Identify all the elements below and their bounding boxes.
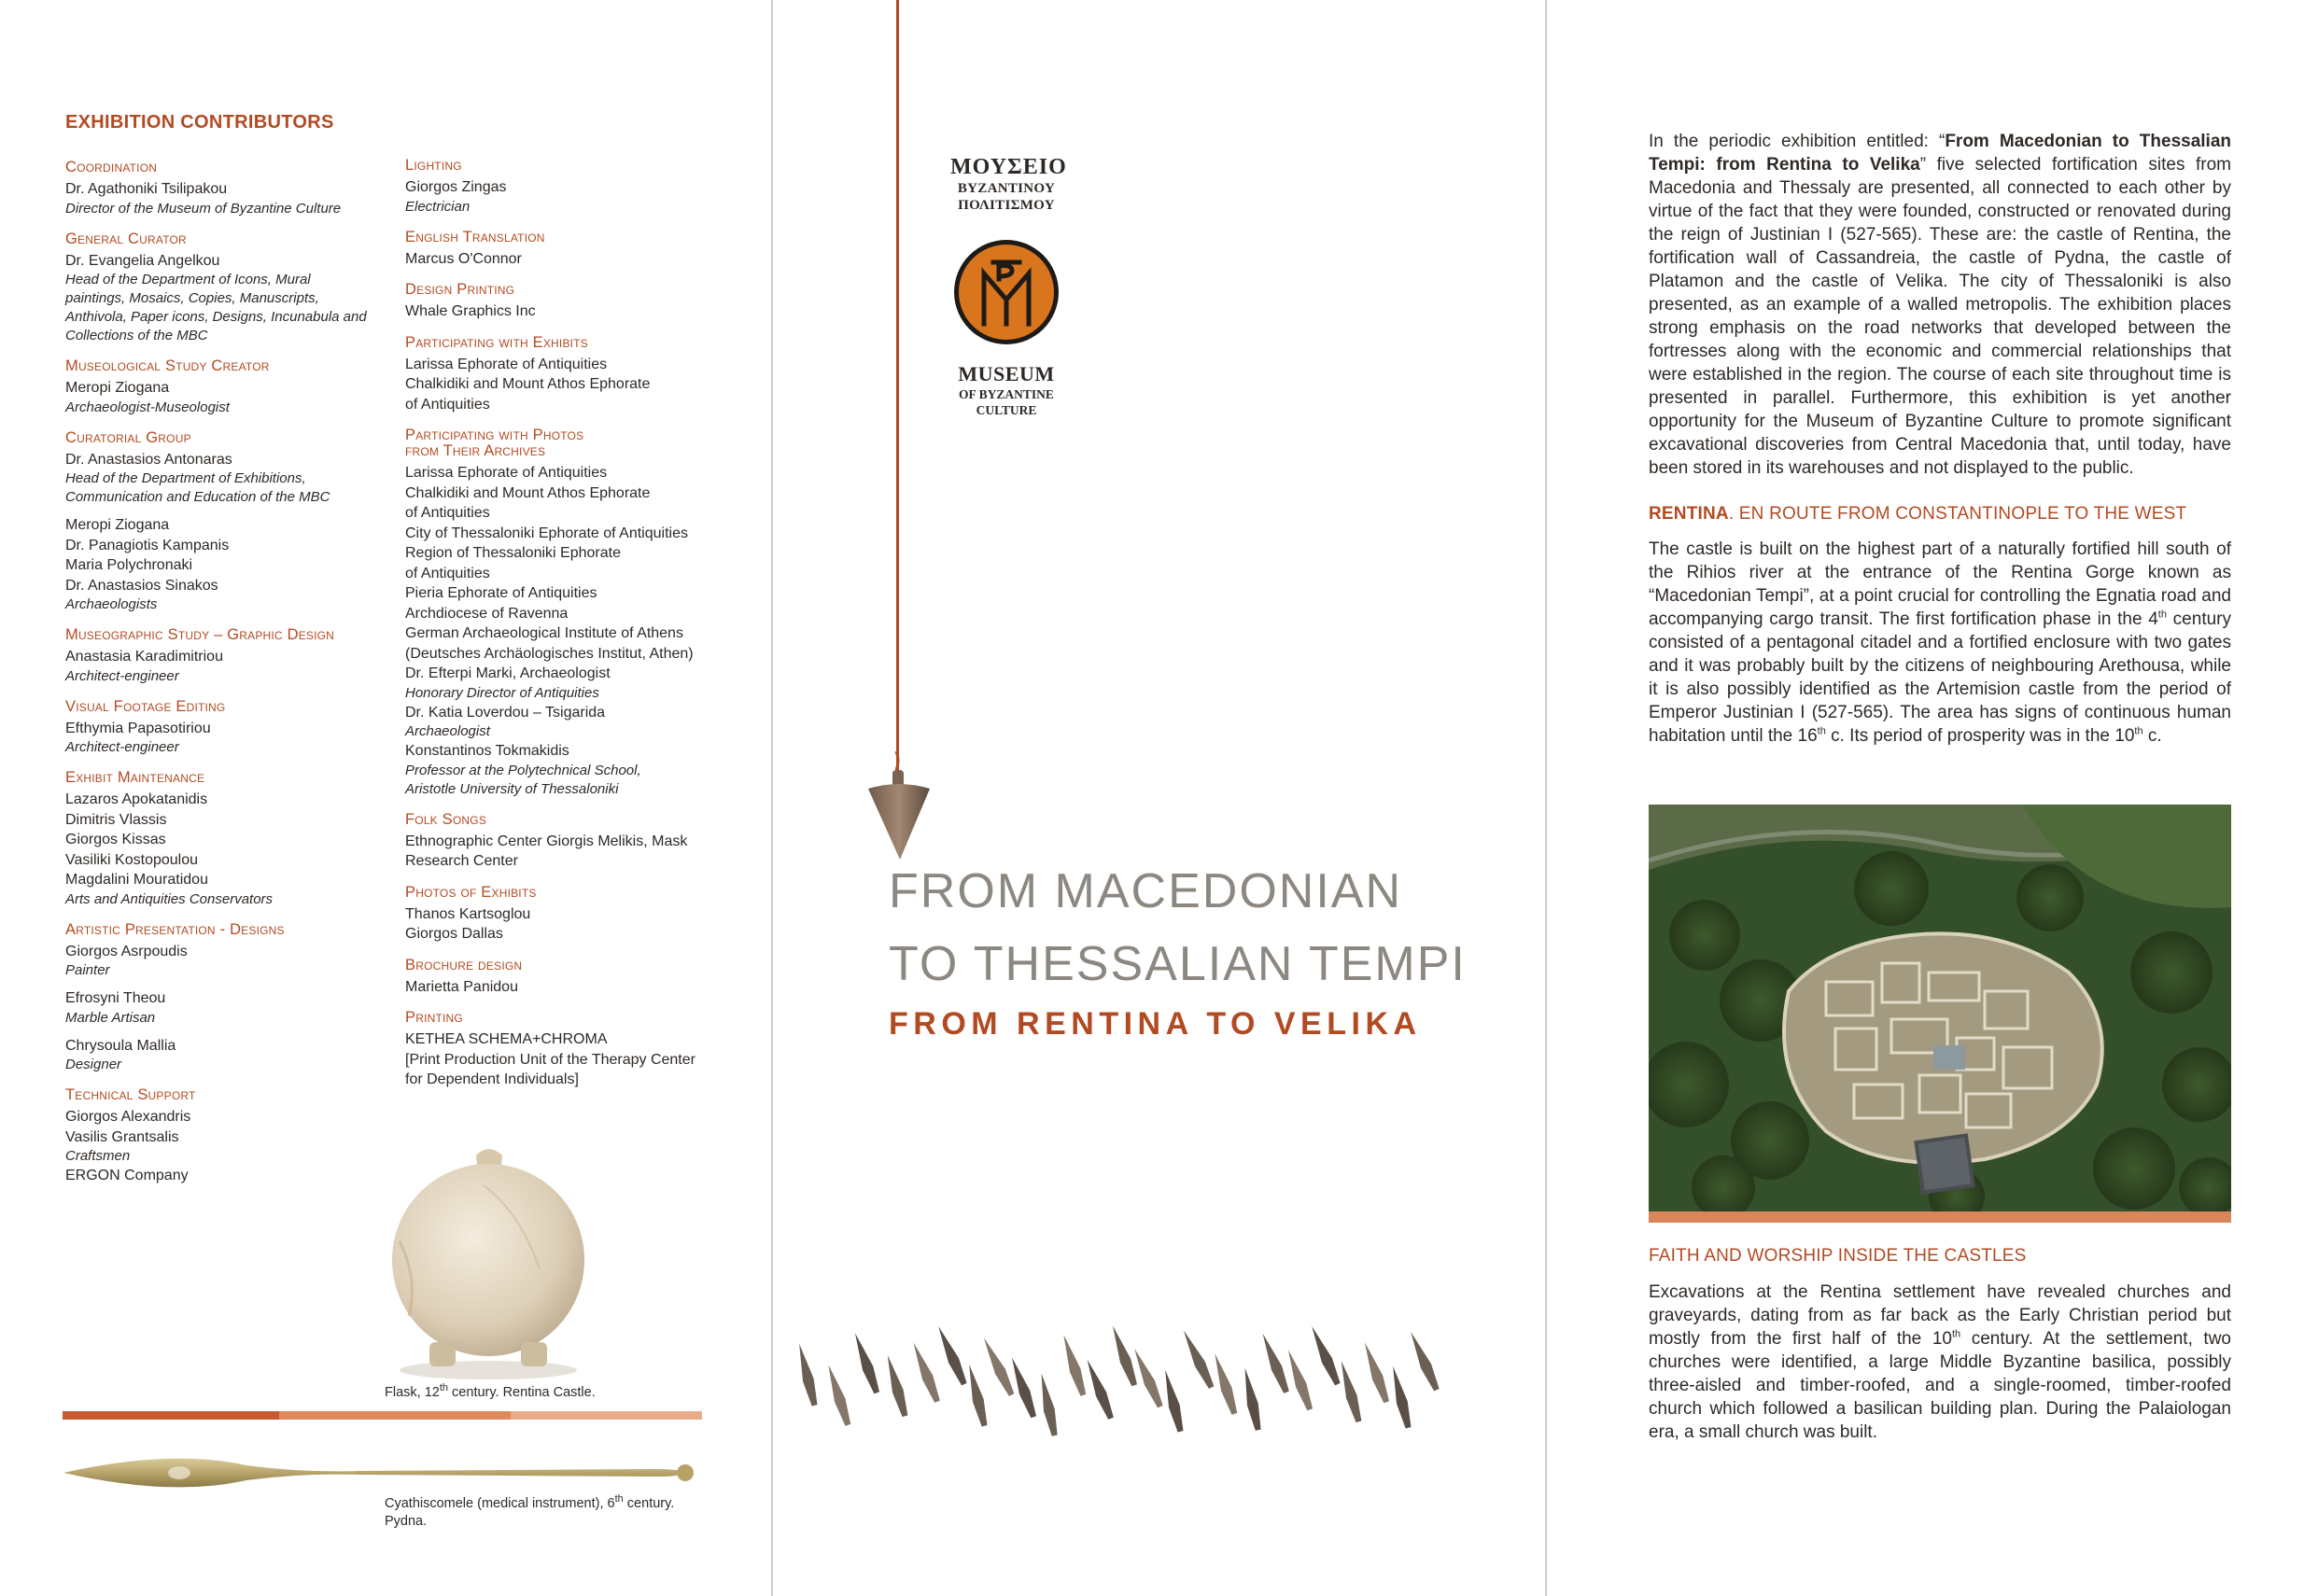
contributor-name: [Print Production Unit of the Therapy Center [405, 1051, 695, 1068]
spacer [65, 1028, 401, 1036]
museum-logo-english: MUSEUM OF BYZANTINE CULTURE [958, 362, 1055, 417]
contributor-section-title: Technical Support [65, 1086, 196, 1103]
rentina-heading: RENTINA. EN ROUTE FROM CONSTANTINOPLE TO THE WEST [1649, 504, 2187, 524]
contributor-section-title: Exhibit Maintenance [65, 769, 205, 786]
arrowhead-icon [823, 1363, 853, 1426]
text-panel [1547, 0, 2318, 1596]
contributor-section-title: Participating with Photos [405, 427, 584, 443]
arrowhead-icon [794, 1342, 820, 1407]
contributors-column-a [65, 159, 401, 1198]
contributor-name: Giorgos Zingas [405, 179, 507, 195]
arrowhead-icon [934, 1325, 970, 1387]
arrowhead-icon [882, 1353, 910, 1418]
contributor-name: Lazaros Apokatanidis [65, 791, 208, 807]
contributor-name: Efthymia Papasotiriou [65, 720, 211, 736]
contributor-name: Chalkidiki and Mount Athos Ephorate [405, 376, 651, 392]
contributor-section [65, 231, 401, 346]
contributor-role: Communication and Education of the MBC [65, 489, 330, 505]
contributor-section-title: Visual Footage Editing [65, 697, 226, 715]
contributor-name: Dr. Agathoniki Tsilipakou [65, 181, 228, 197]
arrowhead-icon [1178, 1328, 1216, 1390]
contributor-role: Electrician [405, 198, 471, 215]
contributor-name: City of Thessaloniki Ephorate of Antiquities [405, 525, 688, 541]
arrowhead-icon [1210, 1351, 1240, 1415]
contributor-name: Ethnographic Center Giorgis Melikis, Mask [405, 833, 688, 849]
contributor-name: Dr. Efterpi Marki, Archaeologist [405, 665, 611, 681]
contributor-role: Collections of the MBC [65, 328, 208, 343]
contributor-name: Giorgos Kissas [65, 832, 166, 847]
contributor-name: for Dependent Individuals] [405, 1071, 579, 1087]
cyathiscomele-caption: Cyathiscomele (medical instrument), 6th century. Pydna. [385, 1493, 675, 1529]
contributor-role: Architect-engineer [65, 739, 179, 755]
contributor-role: Arts and Antiquities Conservators [65, 890, 274, 907]
cover-title-line-1: FROM MACEDONIAN [889, 864, 1402, 918]
arrowhead-icon [908, 1340, 943, 1404]
contributor-name: Dr. Anastasios Antonaras [65, 451, 232, 468]
intro-paragraph: In the periodic exhibition entitled: “From Macedonian to Thessalian Tempi: from Rentina to Velika” five selected fortification sites from Macedonia and Thessaly are presented, all connected to each other by virtue of the fact that they were founded, constructed or renovated during the reign of Justinian I (527-565). These are: the castle of Rentina, the fortification wall of Cassandreia, the castle of Pydna, the castle of Platamon and the castle of Velika. The city of Thessaloniki is also presented, as an example of a walled metropolis. The exhibition places strong emphasis on the road networks that developed between the fortresses along with the economic and commercial relationships that were established in the region. The course of each site throughout time is presented in parallel. Furthermore, this exhibition is yet another opportunity for the Museum of Byzantine Culture to promote significant excavational discoveries from Central Macedonia that, until today, have been stored in its warehouses and not displayed to the public. [1649, 132, 2231, 478]
contributor-section [405, 884, 752, 945]
cover-panel [773, 0, 1544, 1596]
contributor-section [65, 1086, 401, 1186]
contributor-section-title: from Their Archives [405, 442, 546, 459]
cover-title-line-2: TO THESSALIAN TEMPI [889, 937, 1467, 991]
contributor-section [65, 921, 401, 1075]
spacer [65, 507, 401, 515]
rentina-aerial-photo [1649, 805, 2231, 1211]
arrowhead-icon [1336, 1359, 1364, 1423]
contributor-section [65, 429, 401, 615]
contributor-section [65, 698, 401, 758]
contributor-name: Giorgos Dallas [405, 926, 503, 942]
contributor-role: Professor at the Polytechnical School, [405, 762, 641, 778]
contributor-name: Dr. Katia Loverdou – Tsigarida [405, 704, 606, 721]
flask-caption: Flask, 12th century. Rentina Castle. [385, 1382, 596, 1400]
contributor-role: Honorary Director of Antiquities [405, 684, 599, 701]
arrowhead-icon [978, 1336, 1017, 1397]
contributor-role: Designer [65, 1057, 122, 1072]
arrowhead-icon [1307, 1325, 1343, 1387]
arrowhead-icon [963, 1363, 990, 1427]
contributor-name: Larissa Ephorate of Antiquities [405, 465, 608, 481]
contributor-section-title: Design Printing [405, 281, 515, 298]
contributor-name: Research Center [405, 853, 518, 869]
contributor-section [405, 957, 752, 998]
contributor-section-title: Brochure design [405, 956, 523, 973]
contributor-section-title: English Translation [405, 228, 545, 245]
contributor-name: Pieria Ephorate of Antiquities [405, 585, 597, 601]
contributor-name: Efrosyni Theou [65, 990, 166, 1006]
arrowhead-icon [1283, 1348, 1315, 1411]
contributor-name: KETHEA SCHEMA+CHROMA [405, 1031, 608, 1047]
contributor-section [65, 626, 401, 686]
contributor-section [405, 229, 752, 270]
contributor-section-title: Coordination [65, 159, 158, 175]
contributor-name: of Antiquities [405, 505, 490, 521]
contributor-role: Archaeologist-Museologist [65, 399, 230, 415]
arrowhead-icon [1257, 1331, 1292, 1394]
spacer [65, 980, 401, 988]
contributor-section-title: Lighting [405, 157, 462, 174]
arrowhead-icon [850, 1331, 882, 1394]
contributor-name: Konstantinos Tokmakidis [405, 743, 569, 759]
arrowhead-icon [1240, 1366, 1264, 1431]
contributor-section-title: Folk Songs [405, 810, 487, 828]
contributor-name: Thanos Kartsoglou [405, 905, 531, 922]
contributor-section [405, 1009, 752, 1090]
decor-bar-3 [511, 1411, 702, 1420]
contributor-section-title: General Curator [65, 230, 187, 247]
contributor-section-title: Museographic Study – Graphic Design [65, 626, 335, 643]
contributor-name: Dr. Panagiotis Kampanis [65, 537, 230, 553]
contributor-role: Anthivola, Paper icons, Designs, Incunabula and [65, 309, 367, 325]
cyathiscomele-image [60, 1445, 704, 1501]
contributor-name: Anastasia Karadimitriou [65, 649, 223, 665]
contributor-name: Marcus O'Connor [405, 250, 522, 267]
contributor-name: (Deutsches Archäologisches Institut, Athen) [405, 645, 694, 662]
contributor-role: Director of the Museum of Byzantine Culture [65, 200, 342, 217]
contributor-role: Architect-engineer [65, 667, 179, 684]
flask-image [372, 1129, 605, 1383]
contributor-name: Vasiliki Kostopoulou [65, 851, 199, 868]
contributor-section-title: Printing [405, 1009, 463, 1026]
contributor-name: Vasilis Grantsalis [65, 1128, 179, 1145]
arrowhead-icon [1406, 1330, 1442, 1393]
contributor-name: Whale Graphics Inc [405, 303, 536, 319]
arrowhead-icon [1107, 1325, 1140, 1387]
contributor-section [405, 281, 752, 322]
contributors-column-b [405, 157, 752, 1102]
contributor-name: ERGON Company [65, 1168, 189, 1183]
contributor-name: Dr. Evangelia Angelkou [65, 252, 220, 269]
rentina-paragraph: The castle is built on the highest part of a naturally fortified hill south of the Rihios river at the entrance of the Rentina Gorge known as “Macedonian Tempi”, at a point crucial for controlling the Egnatia road and accompanying cargo transit. The first fortification phase in the 4th century consisted of a pentagonal citadel and a fortified enclosure with two gates and it was probably built by the citizens of neighbouring Arethousa, while it is also possibly identified as the Artemision castle from the period of Emperor Justinian I (527-565). The area has signs of continuous human habitation until the 16th c. Its period of prosperity was in the 10th c. [1649, 539, 2231, 746]
arrowhead-icon [1082, 1357, 1117, 1421]
contributor-role: Craftsmen [65, 1148, 131, 1164]
contributor-section [65, 357, 401, 417]
cover-subtitle: FROM RENTINA TO VELIKA [889, 1006, 1422, 1042]
contributor-role: Painter [65, 962, 110, 978]
contributor-section-title: Artistic Presentation - Designs [65, 920, 285, 938]
contributor-name: Dr. Anastasios Sinakos [65, 577, 218, 594]
photo-accent-bar [1649, 1211, 2231, 1223]
plumb-bob-image [863, 751, 935, 863]
decor-bar-1 [63, 1411, 279, 1420]
contributors-panel [0, 0, 771, 1596]
contributor-role: paintings, Mosaics, Copies, Manuscripts, [65, 290, 319, 306]
contributors-heading: EXHIBITION CONTRIBUTORS [65, 112, 334, 133]
contributor-section [405, 427, 752, 799]
contributor-name: Meropi Ziogana [65, 517, 170, 533]
contributor-role: Head of the Department of Exhibitions, [65, 470, 306, 486]
faith-paragraph: Excavations at the Rentina settlement have revealed churches and graveyards, dating from as far back as the Early Christian period but mostly from the first half of the 10th century. At the settlement, two churches were identified, a large Middle Byzantine basilica, possibly three-aisled and timber-roofed, and a single-roomed, timber-roofed church which followed a basilican building plan. During the Palaiologan era, a small church was built. [1649, 1282, 2231, 1442]
contributor-name: Meropi Ziogana [65, 380, 170, 396]
contributor-section-title: Participating with Exhibits [405, 333, 588, 351]
decor-bar-2 [279, 1411, 511, 1420]
museum-seal-icon [952, 238, 1061, 346]
contributor-name: Giorgos Asrpoudis [65, 943, 188, 959]
contributor-section-title: Photos of Exhibits [405, 883, 537, 901]
arrowhead-icon [1036, 1372, 1061, 1436]
contributor-name: of Antiquities [405, 396, 490, 413]
contributor-name: Marietta Panidou [405, 978, 518, 995]
contributor-name: Maria Polychronaki [65, 557, 193, 573]
museum-logo-greek: ΜΟΥΣΕΙΟ ΒΥΖΑΝΤΙΝΟΥ ΠΟΛΙΤΙΣΜΟΥ [950, 155, 1067, 213]
contributor-role: Aristotle University of Thessaloniki [405, 780, 619, 797]
contributor-name: Giorgos Alexandris [65, 1109, 191, 1125]
contributor-role: Archaeologist [405, 723, 490, 739]
contributor-section [405, 157, 752, 217]
contributor-name: Larissa Ephorate of Antiquities [405, 356, 608, 372]
contributor-name: of Antiquities [405, 565, 490, 581]
contributor-section [65, 769, 401, 909]
contributor-name: Region of Thessaloniki Ephorate [405, 545, 621, 561]
contributor-section-title: Curatorial Group [65, 428, 191, 446]
contributor-name: Archdiocese of Ravenna [405, 605, 569, 622]
arrowhead-icon [1359, 1340, 1392, 1404]
contributor-role: Archaeologists [65, 596, 158, 612]
contributor-name: Dimitris Vlassis [65, 811, 167, 828]
contributor-name: Magdalini Mouratidou [65, 872, 208, 888]
contributor-section [405, 811, 752, 872]
contributor-role: Marble Artisan [65, 1009, 156, 1026]
contributor-role: Head of the Department of Icons, Mural [65, 272, 311, 287]
faith-heading: FAITH AND WORSHIP INSIDE THE CASTLES [1649, 1246, 2027, 1266]
contributor-name: Chrysoula Mallia [65, 1037, 176, 1054]
arrowheads-image [773, 1325, 1544, 1475]
contributor-name: German Archaeological Institute of Athens [405, 625, 683, 641]
arrowhead-icon [1387, 1365, 1413, 1429]
contributor-name: Chalkidiki and Mount Athos Ephorate [405, 484, 651, 501]
arrowhead-icon [1159, 1368, 1186, 1433]
contributor-section [65, 159, 401, 218]
plumb-thread [896, 0, 899, 775]
arrowhead-icon [1059, 1333, 1089, 1396]
contributor-section [405, 334, 752, 415]
contributor-section-title: Museological Study Creator [65, 357, 270, 374]
